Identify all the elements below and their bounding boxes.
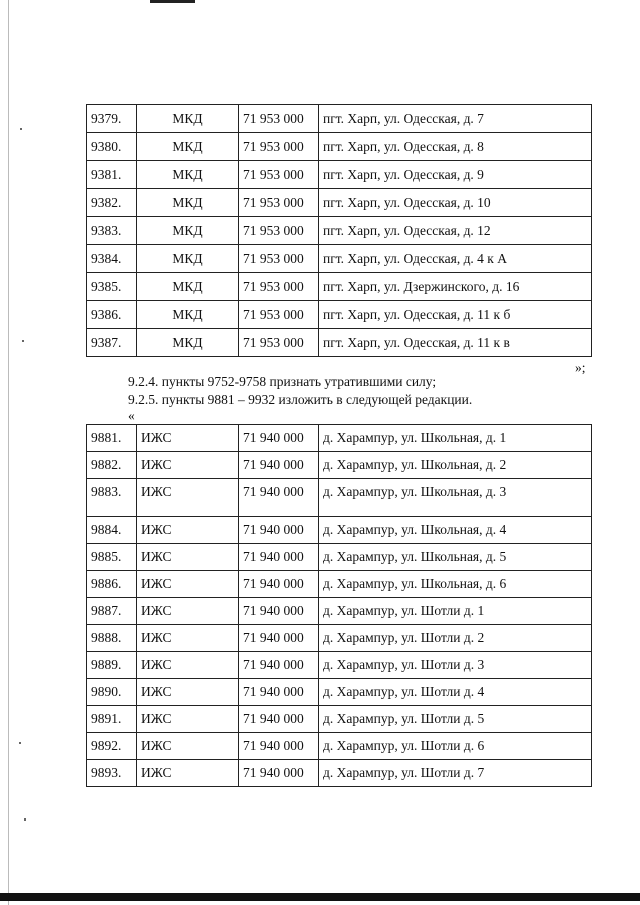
row-number: 9885. — [87, 544, 137, 571]
table-row — [87, 301, 592, 329]
table-row — [87, 652, 592, 679]
oktmo-code: 71 940 000 — [239, 479, 319, 517]
address: пгт. Харп, ул. Одесская, д. 10 — [319, 189, 592, 217]
housing-type: МКД — [137, 273, 239, 301]
row-number: 9387. — [87, 329, 137, 357]
table-row — [87, 189, 592, 217]
address: д. Харампур, ул. Шотли д. 1 — [319, 598, 592, 625]
table-row — [87, 479, 592, 517]
housing-type: ИЖС — [137, 598, 239, 625]
oktmo-code: 71 940 000 — [239, 452, 319, 479]
scan-speck — [20, 128, 22, 130]
table-row — [87, 679, 592, 706]
row-number: 9882. — [87, 452, 137, 479]
oktmo-code: 71 940 000 — [239, 652, 319, 679]
oktmo-code: 71 940 000 — [239, 706, 319, 733]
row-number: 9379. — [87, 105, 137, 133]
housing-type: МКД — [137, 133, 239, 161]
table-row — [87, 706, 592, 733]
address: д. Харампур, ул. Школьная, д. 4 — [319, 517, 592, 544]
row-number: 9891. — [87, 706, 137, 733]
oktmo-code: 71 940 000 — [239, 733, 319, 760]
housing-type: ИЖС — [137, 760, 239, 787]
table-row — [87, 217, 592, 245]
table-row — [87, 425, 592, 452]
top-scan-mark — [150, 0, 195, 3]
address: д. Харампур, ул. Шотли д. 4 — [319, 679, 592, 706]
address: д. Харампур, ул. Шотли д. 2 — [319, 625, 592, 652]
oktmo-code: 71 953 000 — [239, 133, 319, 161]
housing-type: МКД — [137, 217, 239, 245]
housing-type: ИЖС — [137, 517, 239, 544]
oktmo-code: 71 953 000 — [239, 273, 319, 301]
row-number: 9887. — [87, 598, 137, 625]
housing-type: МКД — [137, 329, 239, 357]
housing-type: ИЖС — [137, 706, 239, 733]
address: пгт. Харп, ул. Одесская, д. 4 к А — [319, 245, 592, 273]
left-margin-line — [8, 0, 9, 905]
address: пгт. Харп, ул. Одесская, д. 11 к в — [319, 329, 592, 357]
oktmo-code: 71 940 000 — [239, 760, 319, 787]
opening-quote: « — [128, 408, 135, 423]
oktmo-code: 71 940 000 — [239, 571, 319, 598]
row-number: 9383. — [87, 217, 137, 245]
table-row — [87, 625, 592, 652]
scan-speck — [24, 818, 26, 821]
housing-type: ИЖС — [137, 571, 239, 598]
table-row — [87, 273, 592, 301]
closing-quote: »; — [575, 360, 586, 375]
address: д. Харампур, ул. Шотли д. 5 — [319, 706, 592, 733]
izhs-table — [86, 424, 592, 787]
row-number: 9385. — [87, 273, 137, 301]
housing-type: ИЖС — [137, 425, 239, 452]
scan-speck — [19, 742, 21, 744]
address: д. Харампур, ул. Шотли д. 6 — [319, 733, 592, 760]
housing-type: ИЖС — [137, 479, 239, 517]
scan-speck — [22, 340, 24, 342]
address: пгт. Харп, ул. Одесская, д. 9 — [319, 161, 592, 189]
housing-type: ИЖС — [137, 452, 239, 479]
oktmo-code: 71 940 000 — [239, 517, 319, 544]
oktmo-code: 71 953 000 — [239, 245, 319, 273]
table-row — [87, 105, 592, 133]
housing-type: ИЖС — [137, 544, 239, 571]
row-number: 9888. — [87, 625, 137, 652]
row-number: 9892. — [87, 733, 137, 760]
row-number: 9384. — [87, 245, 137, 273]
table-row — [87, 733, 592, 760]
oktmo-code: 71 940 000 — [239, 625, 319, 652]
oktmo-code: 71 953 000 — [239, 301, 319, 329]
oktmo-code: 71 953 000 — [239, 161, 319, 189]
address: д. Харампур, ул. Школьная, д. 3 — [319, 479, 592, 517]
address: д. Харампур, ул. Шотли д. 3 — [319, 652, 592, 679]
housing-type: МКД — [137, 161, 239, 189]
oktmo-code: 71 953 000 — [239, 189, 319, 217]
address: пгт. Харп, ул. Одесская, д. 12 — [319, 217, 592, 245]
row-number: 9881. — [87, 425, 137, 452]
address: д. Харампур, ул. Школьная, д. 6 — [319, 571, 592, 598]
oktmo-code: 71 940 000 — [239, 544, 319, 571]
row-number: 9893. — [87, 760, 137, 787]
address: пгт. Харп, ул. Одесская, д. 11 к б — [319, 301, 592, 329]
table-row — [87, 161, 592, 189]
bottom-scan-bar — [0, 893, 640, 901]
oktmo-code: 71 953 000 — [239, 217, 319, 245]
address: д. Харампур, ул. Школьная, д. 5 — [319, 544, 592, 571]
table-row — [87, 133, 592, 161]
clause-9-2-5: 9.2.5. пункты 9881 – 9932 изложить в следующей редакции. — [128, 392, 473, 407]
row-number: 9380. — [87, 133, 137, 161]
row-number: 9884. — [87, 517, 137, 544]
address: д. Харампур, ул. Школьная, д. 1 — [319, 425, 592, 452]
table-row — [87, 571, 592, 598]
clause-9-2-4: 9.2.4. пункты 9752-9758 признать утратившими силу; — [128, 374, 437, 389]
table-row — [87, 329, 592, 357]
address: пгт. Харп, ул. Одесская, д. 8 — [319, 133, 592, 161]
row-number: 9883. — [87, 479, 137, 517]
oktmo-code: 71 953 000 — [239, 105, 319, 133]
table-row — [87, 760, 592, 787]
housing-type: ИЖС — [137, 679, 239, 706]
housing-type: ИЖС — [137, 625, 239, 652]
row-number: 9381. — [87, 161, 137, 189]
housing-type: МКД — [137, 105, 239, 133]
table-row — [87, 517, 592, 544]
row-number: 9382. — [87, 189, 137, 217]
row-number: 9886. — [87, 571, 137, 598]
housing-type: МКД — [137, 245, 239, 273]
oktmo-code: 71 940 000 — [239, 679, 319, 706]
address: пгт. Харп, ул. Дзержинского, д. 16 — [319, 273, 592, 301]
mkd-table — [86, 104, 592, 357]
row-number: 9889. — [87, 652, 137, 679]
oktmo-code: 71 940 000 — [239, 598, 319, 625]
table-row — [87, 452, 592, 479]
address: д. Харампур, ул. Шотли д. 7 — [319, 760, 592, 787]
housing-type: МКД — [137, 301, 239, 329]
housing-type: ИЖС — [137, 652, 239, 679]
row-number: 9890. — [87, 679, 137, 706]
oktmo-code: 71 953 000 — [239, 329, 319, 357]
housing-type: ИЖС — [137, 733, 239, 760]
oktmo-code: 71 940 000 — [239, 425, 319, 452]
table-row — [87, 598, 592, 625]
address: пгт. Харп, ул. Одесская, д. 7 — [319, 105, 592, 133]
table-row — [87, 245, 592, 273]
housing-type: МКД — [137, 189, 239, 217]
table-row — [87, 544, 592, 571]
row-number: 9386. — [87, 301, 137, 329]
address: д. Харампур, ул. Школьная, д. 2 — [319, 452, 592, 479]
